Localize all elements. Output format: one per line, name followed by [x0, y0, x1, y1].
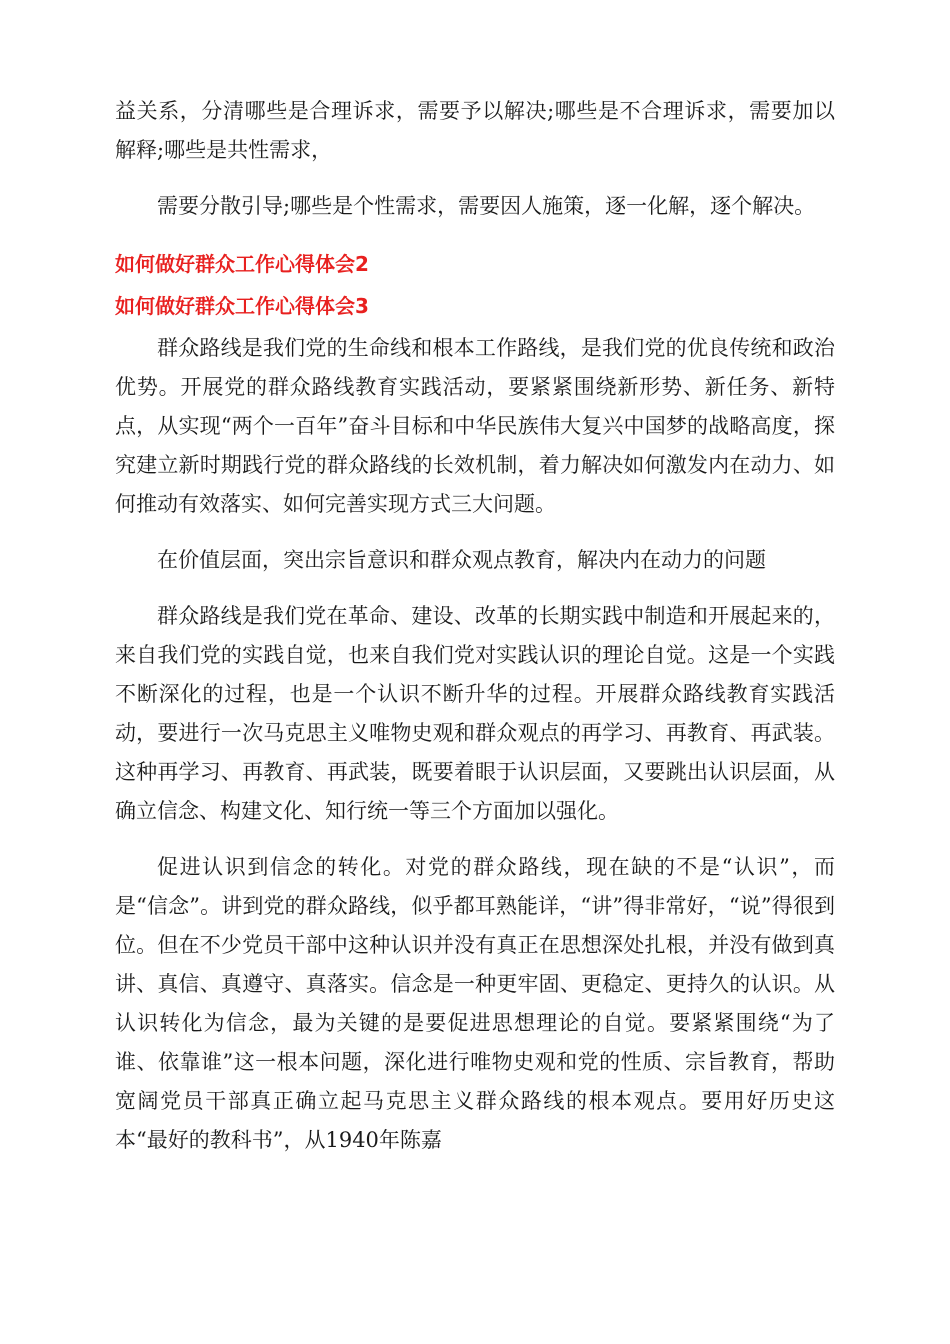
document-page	[115, 92, 835, 1177]
paragraph-guidance: 需要分散引导;哪些是个性需求，需要因人施策，逐一化解，逐个解决。	[157, 194, 816, 218]
paragraph-continuation: 益关系，分清哪些是合理诉求，需要予以解决;哪些是不合理诉求，需要加以解释;哪些是共性需求，	[115, 99, 835, 162]
paragraph-belief-transformation: 促进认识到信念的转化。对党的群众路线，现在缺的不是“认识”，而是“信念”。讲到党的群众路线，似乎都耳熟能详，“讲”得非常好，“说”得很到位。但在不少党员干部中这种认识并没有真正在思想深处扎根，并没有做到真讲、真信、真遵守、真落实。信念是一种更牢固、更稳定、更持久的认识。从认识转化为信念，最为关键的是要促进思想理论的自觉。要紧紧围绕“为了谁、依靠谁”这一根本问题，深化进行唯物史观和党的性质、宗旨教育，帮助宽阔党员干部真正确立起马克思主义群众路线的根本观点。要用好历史这本“最好的教科书”，从1940年陈嘉	[115, 855, 835, 1152]
paragraph-mass-line-practice: 群众路线是我们党在革命、建设、改革的长期实践中制造和开展起来的，来自我们党的实践自觉，也来自我们党对实践认识的理论自觉。这是一个实践不断深化的过程，也是一个认识不断升华的过程。开展群众路线教育实践活动，要进行一次马克思主义唯物史观和群众观点的再学习、再教育、再武装。这种再学习、再教育、再武装，既要着眼于认识层面，又要跳出认识层面，从确立信念、构建文化、知行统一等三个方面加以强化。	[115, 604, 835, 823]
section-heading-2: 如何做好群众工作心得体会2	[115, 252, 369, 276]
section-heading-3: 如何做好群众工作心得体会3	[115, 294, 369, 318]
paragraph-value-level: 在价值层面，突出宗旨意识和群众观点教育，解决内在动力的问题	[157, 548, 766, 572]
paragraph-mass-line-intro: 群众路线是我们党的生命线和根本工作路线，是我们党的优良传统和政治优势。开展党的群众路线教育实践活动，要紧紧围绕新形势、新任务、新特点，从实现“两个一百年”奋斗目标和中华民族伟大复兴中国梦的战略高度，探究建立新时期践行党的群众路线的长效机制，着力解决如何激发内在动力、如何推动有效落实、如何完善实现方式三大问题。	[115, 336, 835, 516]
